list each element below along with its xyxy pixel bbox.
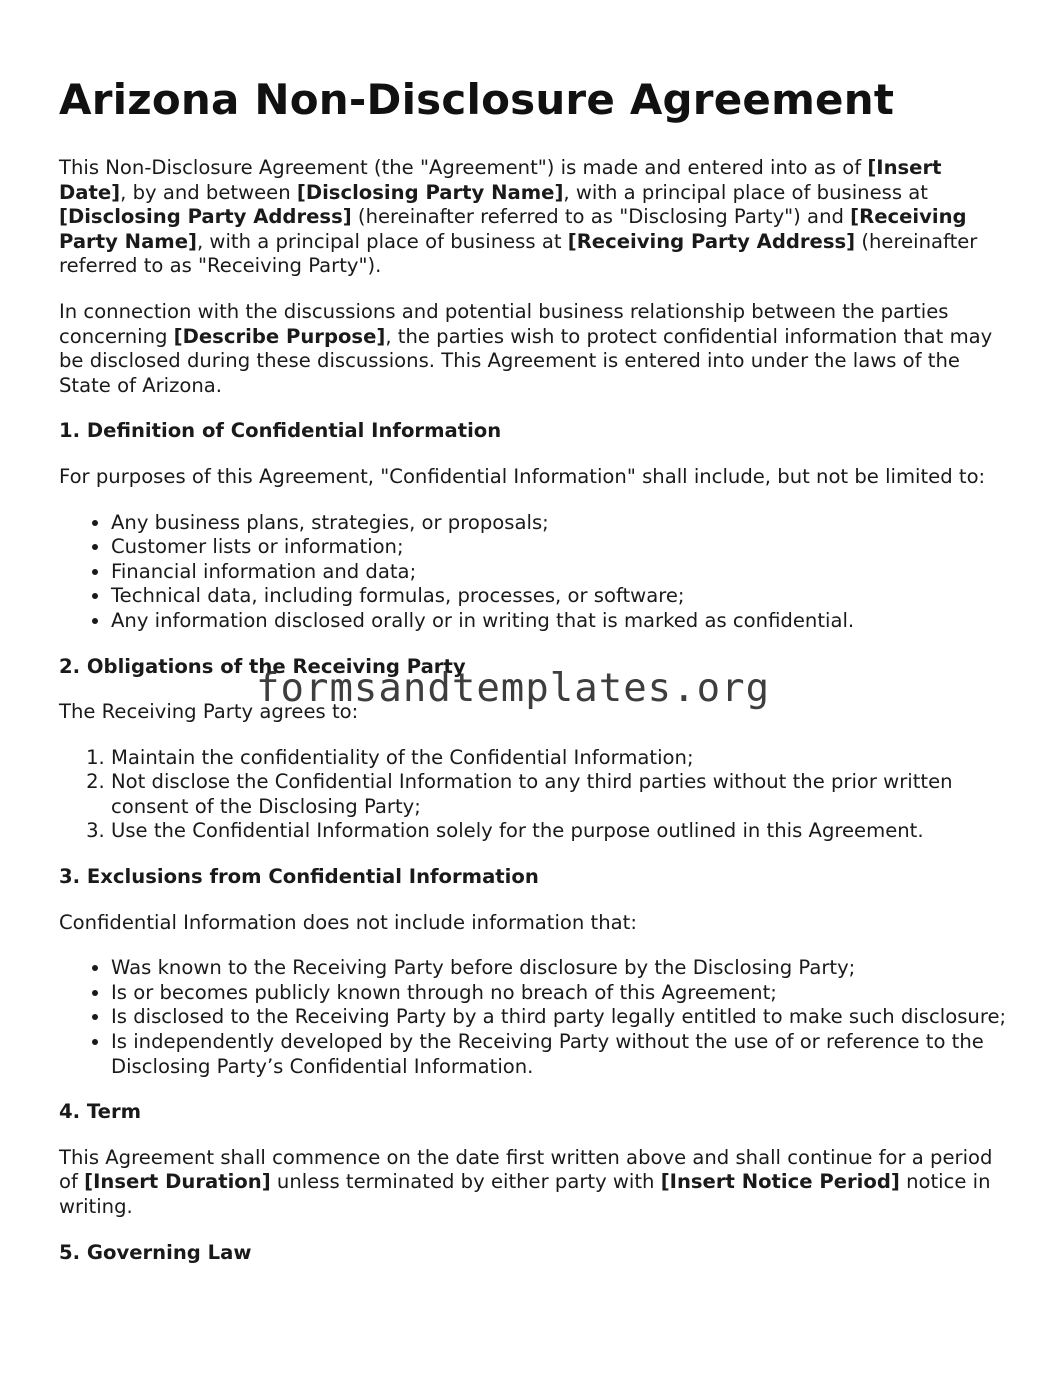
section-4-heading: 4. Term <box>59 1100 142 1124</box>
list-item: • Any information disclosed orally or in writing that is marked as confidential. <box>111 609 1009 634</box>
list-item: • Technical data, including formulas, processes, or software; <box>111 584 1009 609</box>
purpose-text-2: , the parties wish to protect confidential information that may be disclosed during these discussions. This Agreement is entered into under the laws of the State of Arizona. <box>59 324 993 397</box>
list-item: • Customer lists or information; <box>111 535 1009 560</box>
intro-text-5: , with a principal place of business at <box>196 229 568 253</box>
list-item: • Is disclosed to the Receiving Party by a third party legally entitled to make such disclosure; <box>111 1005 1009 1030</box>
intro-paragraph <box>59 156 1009 279</box>
disclosing-party-address-placeholder: [Disclosing Party Address] <box>59 205 352 229</box>
list-item: • Is independently developed by the Receiving Party without the use of or reference to the Disclosing Party’s Confidential Information. <box>111 1030 1009 1079</box>
list-item: 2. Not disclose the Confidential Information to any third parties without the prior written consent of the Disclosing Party; <box>111 770 1009 819</box>
term-text-3: notice in writing. <box>59 1170 991 1218</box>
section-5-heading: 5. Governing Law <box>59 1240 252 1264</box>
list-item: • Financial information and data; <box>111 560 1009 585</box>
insert-date-placeholder: [Insert Date] <box>59 156 942 204</box>
receiving-party-address-placeholder: [Receiving Party Address] <box>567 229 856 253</box>
section-3-heading: 3. Exclusions from Confidential Information <box>59 865 539 889</box>
intro-text-2: , by and between <box>120 180 297 204</box>
section-3-text: Confidential Information does not include information that: <box>59 910 637 934</box>
section-3-list <box>59 956 1009 1079</box>
purpose-text-1: In connection with the discussions and potential business relationship between the parties concerning <box>59 299 949 348</box>
intro-text-4: (hereinafter referred to as "Disclosing Party") and <box>351 205 851 229</box>
section-1-heading: 1. Definition of Confidential Information <box>59 419 502 443</box>
purpose-paragraph <box>59 300 1009 398</box>
describe-purpose-placeholder: [Describe Purpose] <box>173 324 386 348</box>
section-2-heading: 2. Obligations of the Receiving Party <box>59 654 466 678</box>
insert-duration-placeholder: [Insert Duration] <box>84 1170 271 1194</box>
list-item: 1. Maintain the confidentiality of the Confidential Information; <box>111 746 1009 771</box>
watermark: formsandtemplates.org <box>256 666 771 711</box>
term-text-1: This Agreement shall commence on the date first written above and shall continue for a period of <box>59 1145 993 1194</box>
list-item: • Is or becomes publicly known through no breach of this Agreement; <box>111 981 1009 1006</box>
intro-text-1: This Non-Disclosure Agreement (the "Agreement") is made and entered into as of <box>59 156 868 179</box>
document-title: Arizona Non-Disclosure Agreement <box>59 75 895 124</box>
section-1-list <box>59 511 1009 634</box>
list-item: 3. Use the Confidential Information solely for the purpose outlined in this Agreement. <box>111 819 1009 844</box>
section-4-text <box>59 1146 1009 1220</box>
list-item: • Any business plans, strategies, or proposals; <box>111 511 1009 536</box>
section-2-text: The Receiving Party agrees to: <box>59 700 359 724</box>
section-1-text: For purposes of this Agreement, "Confidential Information" shall include, but not be limited to: <box>59 464 986 488</box>
list-item: • Was known to the Receiving Party before disclosure by the Disclosing Party; <box>111 956 1009 981</box>
disclosing-party-name-placeholder: [Disclosing Party Name] <box>296 180 564 204</box>
intro-text-6: (hereinafter referred to as "Receiving Party"). <box>59 229 978 278</box>
receiving-party-name-placeholder: [Receiving Party Name] <box>59 205 967 253</box>
intro-text-3: , with a principal place of business at <box>563 180 928 204</box>
section-2-list <box>59 746 1009 844</box>
insert-notice-period-placeholder: [Insert Notice Period] <box>660 1170 900 1194</box>
term-text-2: unless terminated by either party with <box>270 1170 661 1194</box>
